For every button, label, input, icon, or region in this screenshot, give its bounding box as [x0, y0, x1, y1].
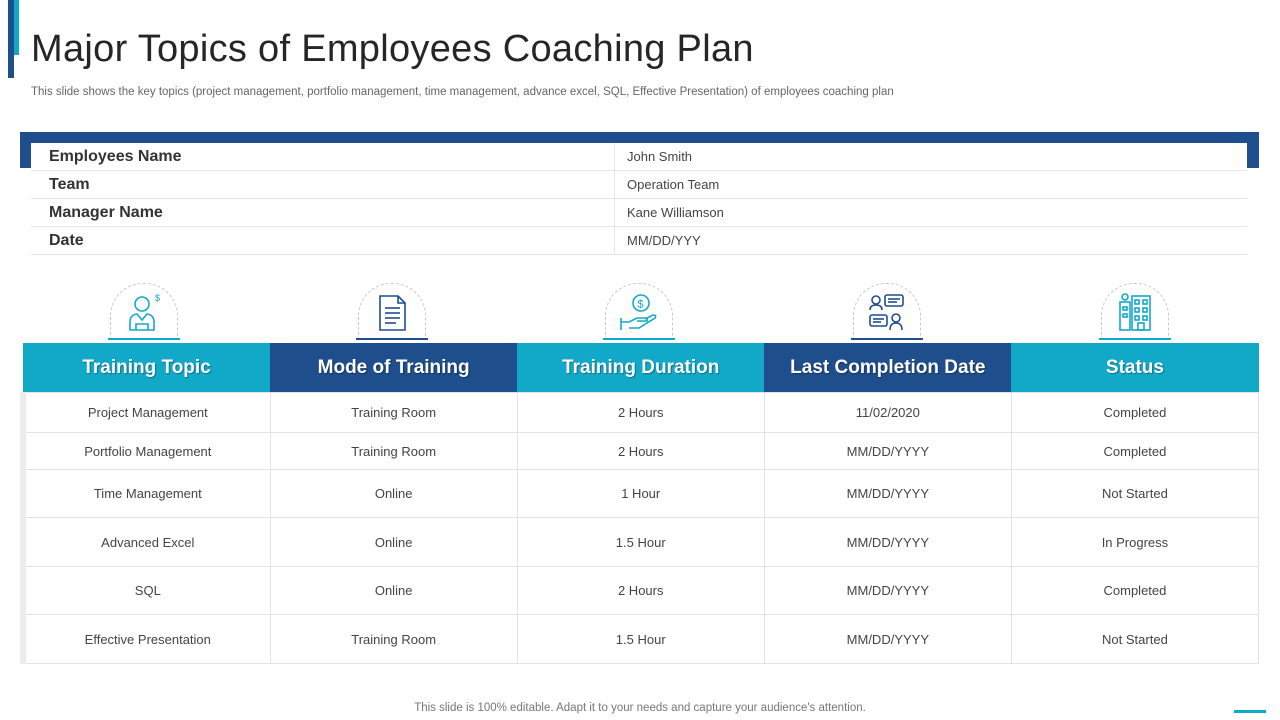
- cell-status: Completed: [1011, 567, 1258, 615]
- svg-text:$: $: [637, 298, 645, 311]
- info-row: [31, 143, 1247, 171]
- table-row: [23, 615, 1259, 664]
- info-row: [31, 227, 1247, 255]
- cell-status: Completed: [1011, 393, 1258, 433]
- icon-cell: [763, 283, 1011, 341]
- column-header-status: Status: [1011, 343, 1258, 393]
- table-header-row: [23, 343, 1259, 393]
- cell-mode: Training Room: [270, 393, 517, 433]
- column-header-mode-of-training: Mode of Training: [270, 343, 517, 393]
- cell-duration: 2 Hours: [517, 433, 764, 470]
- money-hand-icon: [617, 290, 661, 334]
- info-value: MM/DD/YYY: [615, 227, 1248, 255]
- info-label: Team: [31, 171, 615, 199]
- cell-mode: Online: [270, 518, 517, 567]
- info-row: [31, 171, 1247, 199]
- cell-status: Not Started: [1011, 470, 1258, 518]
- cell-duration: 1.5 Hour: [517, 518, 764, 567]
- cell-duration: 1 Hour: [517, 470, 764, 518]
- cell-date: MM/DD/YYYY: [764, 470, 1011, 518]
- info-label: Employees Name: [31, 143, 615, 171]
- employee-info-table: [31, 143, 1247, 255]
- cell-duration: 1.5 Hour: [517, 615, 764, 664]
- column-header-training-topic: Training Topic: [23, 343, 270, 393]
- cell-date: MM/DD/YYYY: [764, 433, 1011, 470]
- cell-topic: Advanced Excel: [23, 518, 270, 567]
- building-icon: [1113, 290, 1157, 334]
- cell-status: Completed: [1011, 433, 1258, 470]
- cell-topic: Time Management: [23, 470, 270, 518]
- icon-cell: [1011, 283, 1259, 341]
- cell-topic: SQL: [23, 567, 270, 615]
- info-label: Date: [31, 227, 615, 255]
- info-value: Kane Williamson: [615, 199, 1248, 227]
- column-header-training-duration: Training Duration: [517, 343, 764, 393]
- employee-icon: [122, 290, 166, 334]
- cell-date: 11/02/2020: [764, 393, 1011, 433]
- table-row: [23, 433, 1259, 470]
- info-label: Manager Name: [31, 199, 615, 227]
- cell-topic: Effective Presentation: [23, 615, 270, 664]
- document-icon: [370, 290, 414, 334]
- cell-topic: Portfolio Management: [23, 433, 270, 470]
- topic-icons-row: [20, 283, 1259, 341]
- cell-topic: Project Management: [23, 393, 270, 433]
- info-value: John Smith: [615, 143, 1248, 171]
- cell-status: Not Started: [1011, 615, 1258, 664]
- table-row: [23, 518, 1259, 567]
- footer-accent-bar: [1234, 710, 1266, 713]
- cell-mode: Training Room: [270, 615, 517, 664]
- info-value: Operation Team: [615, 171, 1248, 199]
- cell-date: MM/DD/YYYY: [764, 615, 1011, 664]
- column-header-last-completion-date: Last Completion Date: [764, 343, 1011, 393]
- table-row: [23, 567, 1259, 615]
- icon-cell: [516, 283, 764, 341]
- page-subtitle: This slide shows the key topics (project management, portfolio management, time management, advance excel, SQL, Effective Presentation) of employees coaching plan: [31, 86, 894, 98]
- cell-mode: Online: [270, 567, 517, 615]
- cell-status: In Progress: [1011, 518, 1258, 567]
- info-row: [31, 199, 1247, 227]
- cell-duration: 2 Hours: [517, 567, 764, 615]
- cell-duration: 2 Hours: [517, 393, 764, 433]
- title-accent-bar-light: [14, 0, 19, 55]
- svg-text:$: $: [154, 293, 160, 303]
- table-row: [23, 470, 1259, 518]
- footer-note: This slide is 100% editable. Adapt it to your needs and capture your audience's attention.: [414, 702, 866, 714]
- meeting-icon: [865, 290, 909, 334]
- cell-mode: Online: [270, 470, 517, 518]
- cell-date: MM/DD/YYYY: [764, 518, 1011, 567]
- table-row: [23, 393, 1259, 433]
- training-table: [20, 343, 1259, 664]
- cell-date: MM/DD/YYYY: [764, 567, 1011, 615]
- icon-cell: [268, 283, 516, 341]
- icon-cell: [20, 283, 268, 341]
- page-title: Major Topics of Employees Coaching Plan: [31, 28, 754, 70]
- cell-mode: Training Room: [270, 433, 517, 470]
